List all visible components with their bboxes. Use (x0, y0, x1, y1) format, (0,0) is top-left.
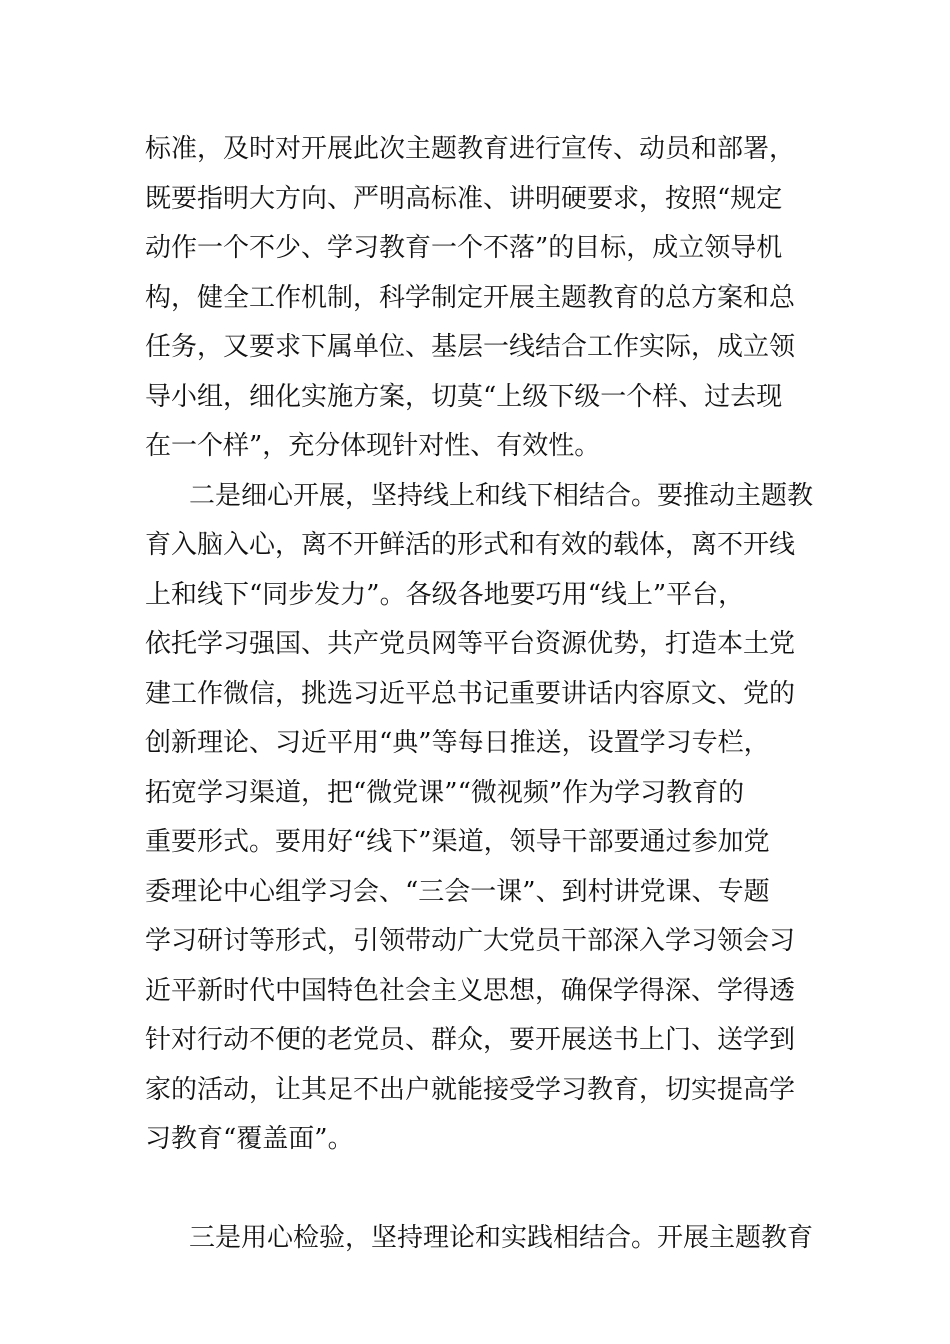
text-line (145, 1170, 815, 1220)
text-line: 拓宽学习渠道，把“微党课”“微视频”作为学习教育的 (145, 777, 745, 808)
text-line: 学习研讨等形式，引领带动广大党员干部深入学习领会习 (145, 926, 796, 956)
text-line: 委理论中心组学习会、“三会一课”、到村讲党课、专题 (145, 876, 770, 907)
text-line: 重要形式。要用好“线下”渠道，领导干部要通过参加党 (145, 827, 770, 857)
text-line: 构，健全工作机制，科学制定开展主题教育的总方案和总 (145, 282, 796, 313)
document-body (145, 130, 815, 1269)
paragraph-1 (145, 130, 815, 477)
paragraph-2 (145, 477, 815, 1220)
text-line: 依托学习强国、共产党员网等平台资源优势，打造本土党 (145, 629, 796, 659)
text-line: 上和线下“同步发力”。各级各地要巧用“线上”平台， (145, 579, 745, 610)
text-line: 育入脑入心，离不开鲜活的形式和有效的载体，离不开线 (145, 530, 796, 560)
text-line: 家的活动，让其足不出户就能接受学习教育，切实提高学 (145, 1074, 796, 1105)
text-line: 习教育“覆盖面”。 (145, 1124, 354, 1154)
text-line: 近平新时代中国特色社会主义思想，确保学得深、学得透 (145, 975, 796, 1006)
text-line: 在一个样”，充分体现针对性、有效性。 (145, 431, 601, 461)
text-line: 既要指明大方向、严明高标准、讲明硬要求，按照“规定 (145, 183, 783, 214)
text-line: 建工作微信，挑选习近平总书记重要讲话内容原文、党的 (145, 678, 796, 709)
text-line: 任务，又要求下属单位、基层一线结合工作实际，成立领 (145, 332, 796, 362)
paragraph-3 (145, 1219, 815, 1269)
text-line: 动作一个不少、学习教育一个不落”的目标，成立领导机 (145, 233, 783, 263)
text-line: 导小组，细化实施方案，切莫“上级下级一个样、过去现 (145, 381, 783, 412)
text-line: 标准，及时对开展此次主题教育进行宣传、动员和部署， (145, 134, 796, 164)
text-line: 二是细心开展，坚持线上和线下相结合。要推动主题教 (189, 480, 814, 511)
text-line: 三是用心检验，坚持理论和实践相结合。开展主题教育 (189, 1223, 814, 1253)
text-line: 针对行动不便的老党员、群众，要开展送书上门、送学到 (145, 1025, 796, 1055)
text-line: 创新理论、习近平用“典”等每日推送，设置学习专栏， (145, 728, 770, 758)
